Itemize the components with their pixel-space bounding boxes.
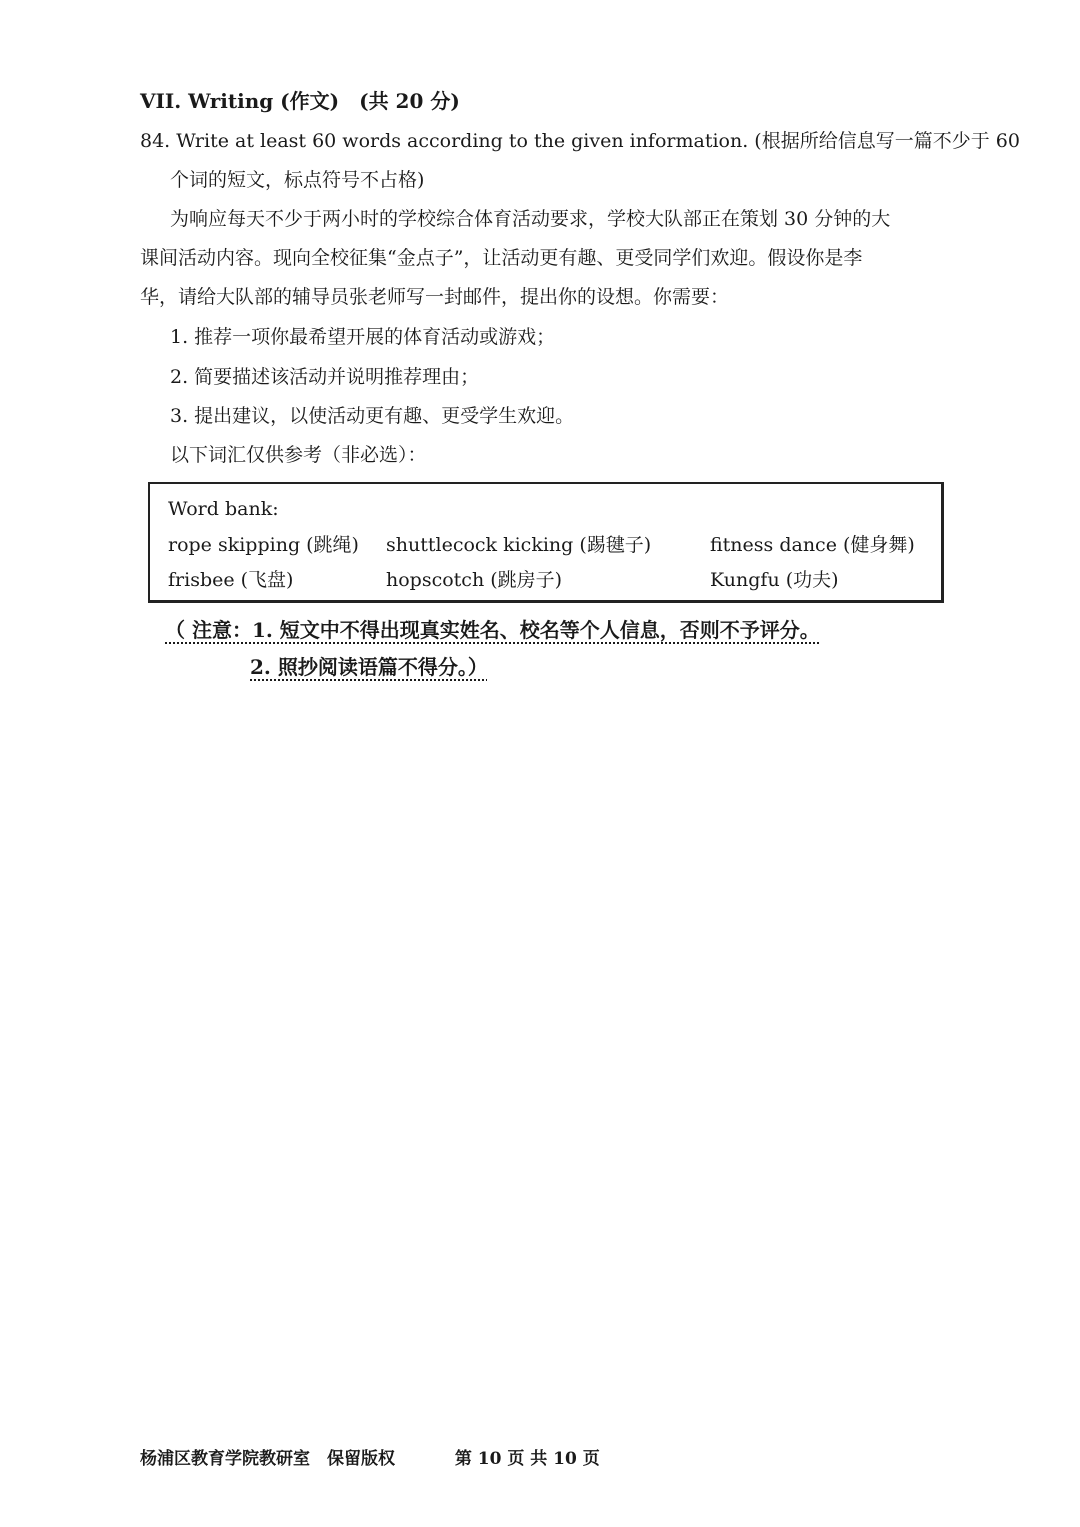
word-bank-entry: rope skipping (跳绳) <box>168 534 359 556</box>
vocabulary-note: 以下词汇仅供参考（非必选）： <box>170 444 427 466</box>
requirement-item: 1. 推荐一项你最希望开展的体育活动或游戏； <box>170 326 556 348</box>
word-bank-box <box>148 482 944 603</box>
word-bank-entry: hopscotch (跳房子) <box>386 569 563 591</box>
word-bank-entry: Kungfu (功夫) <box>710 569 839 591</box>
word-bank-entry: fitness dance (健身舞) <box>710 534 915 556</box>
attention-note-line-2: 2. 照抄阅读语篇不得分。） <box>250 655 488 679</box>
task-description-line-1: 为响应每天不少于两小时的学校综合体育活动要求，学校大队部正在策划 30 分钟的大 <box>170 208 891 230</box>
task-description-line-2: 课间活动内容。现向全校征集“金点子”，让活动更有趣、更受同学们欢迎。假设你是李 <box>140 247 863 269</box>
word-bank-entry: frisbee (飞盘) <box>168 569 294 591</box>
question-intro-line-1: 84. Write at least 60 words according to the given information. (根据所给信息写一篇不少于 60 <box>140 130 1020 152</box>
requirement-item: 2. 简要描述该活动并说明推荐理由； <box>170 366 480 388</box>
attention-note-line-1: （ 注意：1. 短文中不得出现真实姓名、校名等个人信息，否则不予评分。 <box>165 618 820 642</box>
word-bank-title: Word bank: <box>168 498 279 520</box>
page-footer <box>140 1448 600 1470</box>
word-bank-entry: shuttlecock kicking (踢毽子) <box>386 534 652 556</box>
footer-publisher: 杨浦区教育学院教研室 保留版权 <box>140 1449 395 1469</box>
task-description-line-3: 华，请给大队部的辅导员张老师写一封邮件，提出你的设想。你需要： <box>140 286 730 308</box>
section-title: VII. Writing (作文) (共 20 分) <box>140 89 460 113</box>
requirement-item: 3. 提出建议，以使活动更有趣、更受学生欢迎。 <box>170 405 575 427</box>
question-intro-line-2: 个词的短文，标点符号不占格) <box>170 169 425 191</box>
footer-page-number: 第 10 页 共 10 页 <box>454 1449 600 1469</box>
